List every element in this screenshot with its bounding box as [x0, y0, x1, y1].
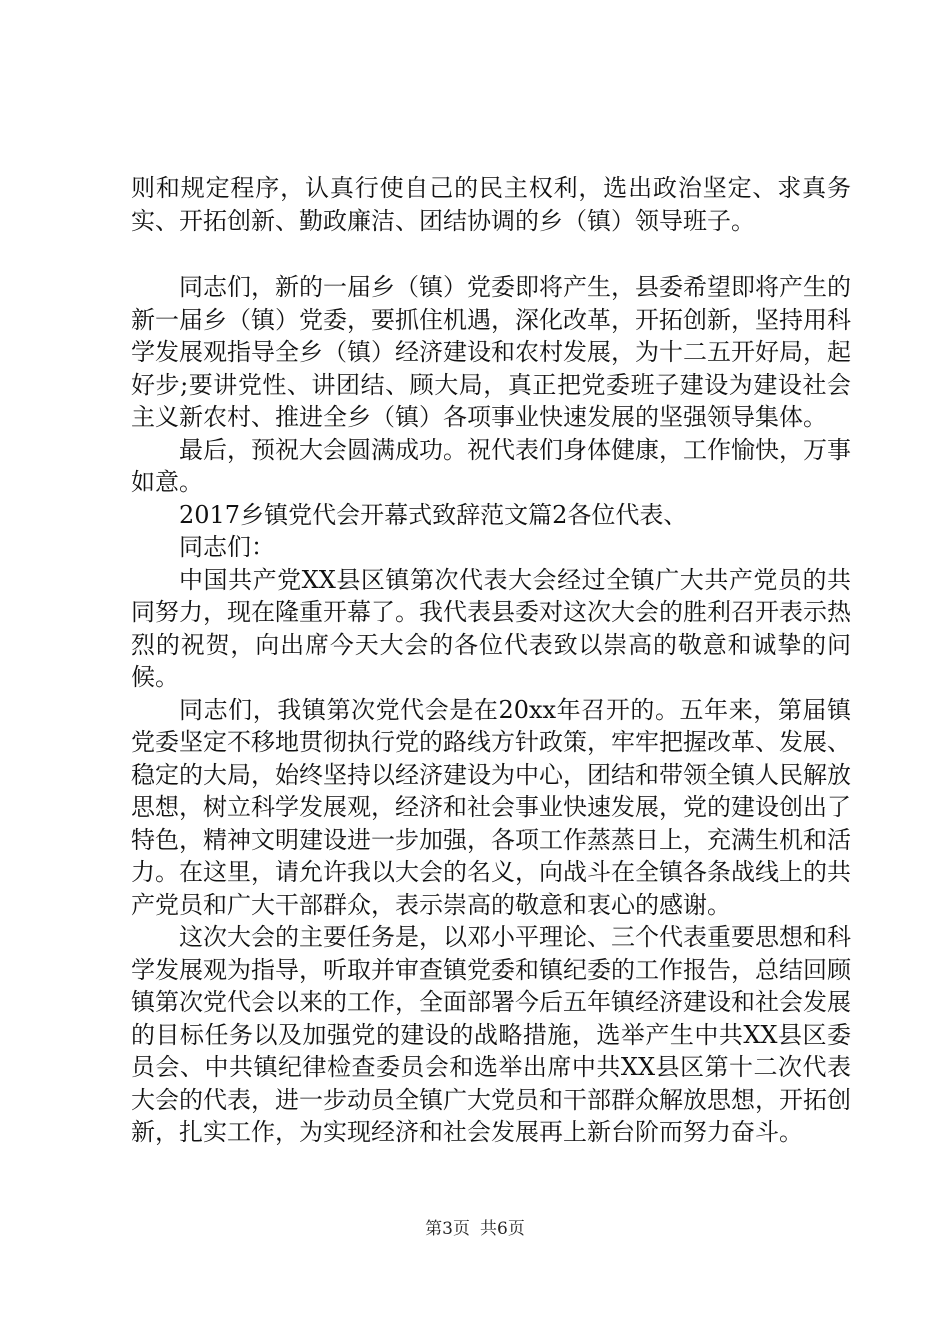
paragraph-five-years: 同志们，我镇第次党代会是在20xx年召开的。五年来，第届镇党委坚定不移地贯彻执行党的路线方针政策，牢牢把握改革、发展、稳定的大局，始终坚持以经济建设为中心，团结和带领全镇人民解放思想，树立科学发展观，经济和社会事业快速发展，党的建设创出了特色，精神文明建设进一步加强，各项工作蒸蒸日上，充满生机和活力。在这里，请允许我以大会的名义，向战斗在全镇各条战线上的共产党员和广大干部群众，表示崇高的敬意和衷心的感谢。	[131, 695, 851, 919]
paragraph-salutation: 同志们：	[179, 533, 275, 561]
paragraph-opening: 中国共产党XX县区镇第次代表大会经过全镇广大共产党员的共同努力，现在隆重开幕了。我代表县委对这次大会的胜利召开表示热烈的祝贺，向出席今天大会的各位代表致以崇高的敬意和诚挚的问候。	[131, 565, 851, 691]
document-body	[131, 172, 851, 1149]
page-number: 第3页	[425, 1219, 470, 1239]
paragraph-main-tasks: 这次大会的主要任务是，以邓小平理论、三个代表重要思想和科学发展观为指导，听取并审查镇党委和镇纪委的工作报告，总结回顾镇第次党代会以来的工作，全面部署今后五年镇经济建设和社会发展的目标任务以及加强党的建设的战略措施，选举产生中共XX县区委员会、中共镇纪律检查委员会和选举出席中共XX县区第十二次代表大会的代表，进一步动员全镇广大党员和干部群众解放思想，开拓创新，扎实工作，为实现经济和社会发展再上新台阶而努力奋斗。	[131, 923, 851, 1146]
paragraph-closing-wishes: 最后，预祝大会圆满成功。祝代表们身体健康，工作愉快，万事如意。	[131, 435, 851, 496]
page-footer	[0, 1214, 950, 1239]
paragraph-comrades-committee: 同志们，新的一届乡（镇）党委即将产生，县委希望即将产生的新一届乡（镇）党委，要抓住机遇，深化改革，开拓创新，坚持用科学发展观指导全乡（镇）经济建设和农村发展，为十二五开好局，起好步;要讲党性、讲团结、顾大局，真正把党委班子建设为建设社会主义新农村、推进全乡（镇）各项事业快速发展的坚强领导集体。	[131, 273, 851, 431]
page-total: 共6页	[480, 1219, 525, 1239]
paragraph-continuation: 则和规定程序，认真行使自己的民主权利，选出政治坚定、求真务实、开拓创新、勤政廉洁、团结协调的乡（镇）领导班子。	[131, 174, 851, 235]
paragraph-sample-heading: 2017乡镇党代会开幕式致辞范文篇2各位代表、	[179, 500, 688, 529]
